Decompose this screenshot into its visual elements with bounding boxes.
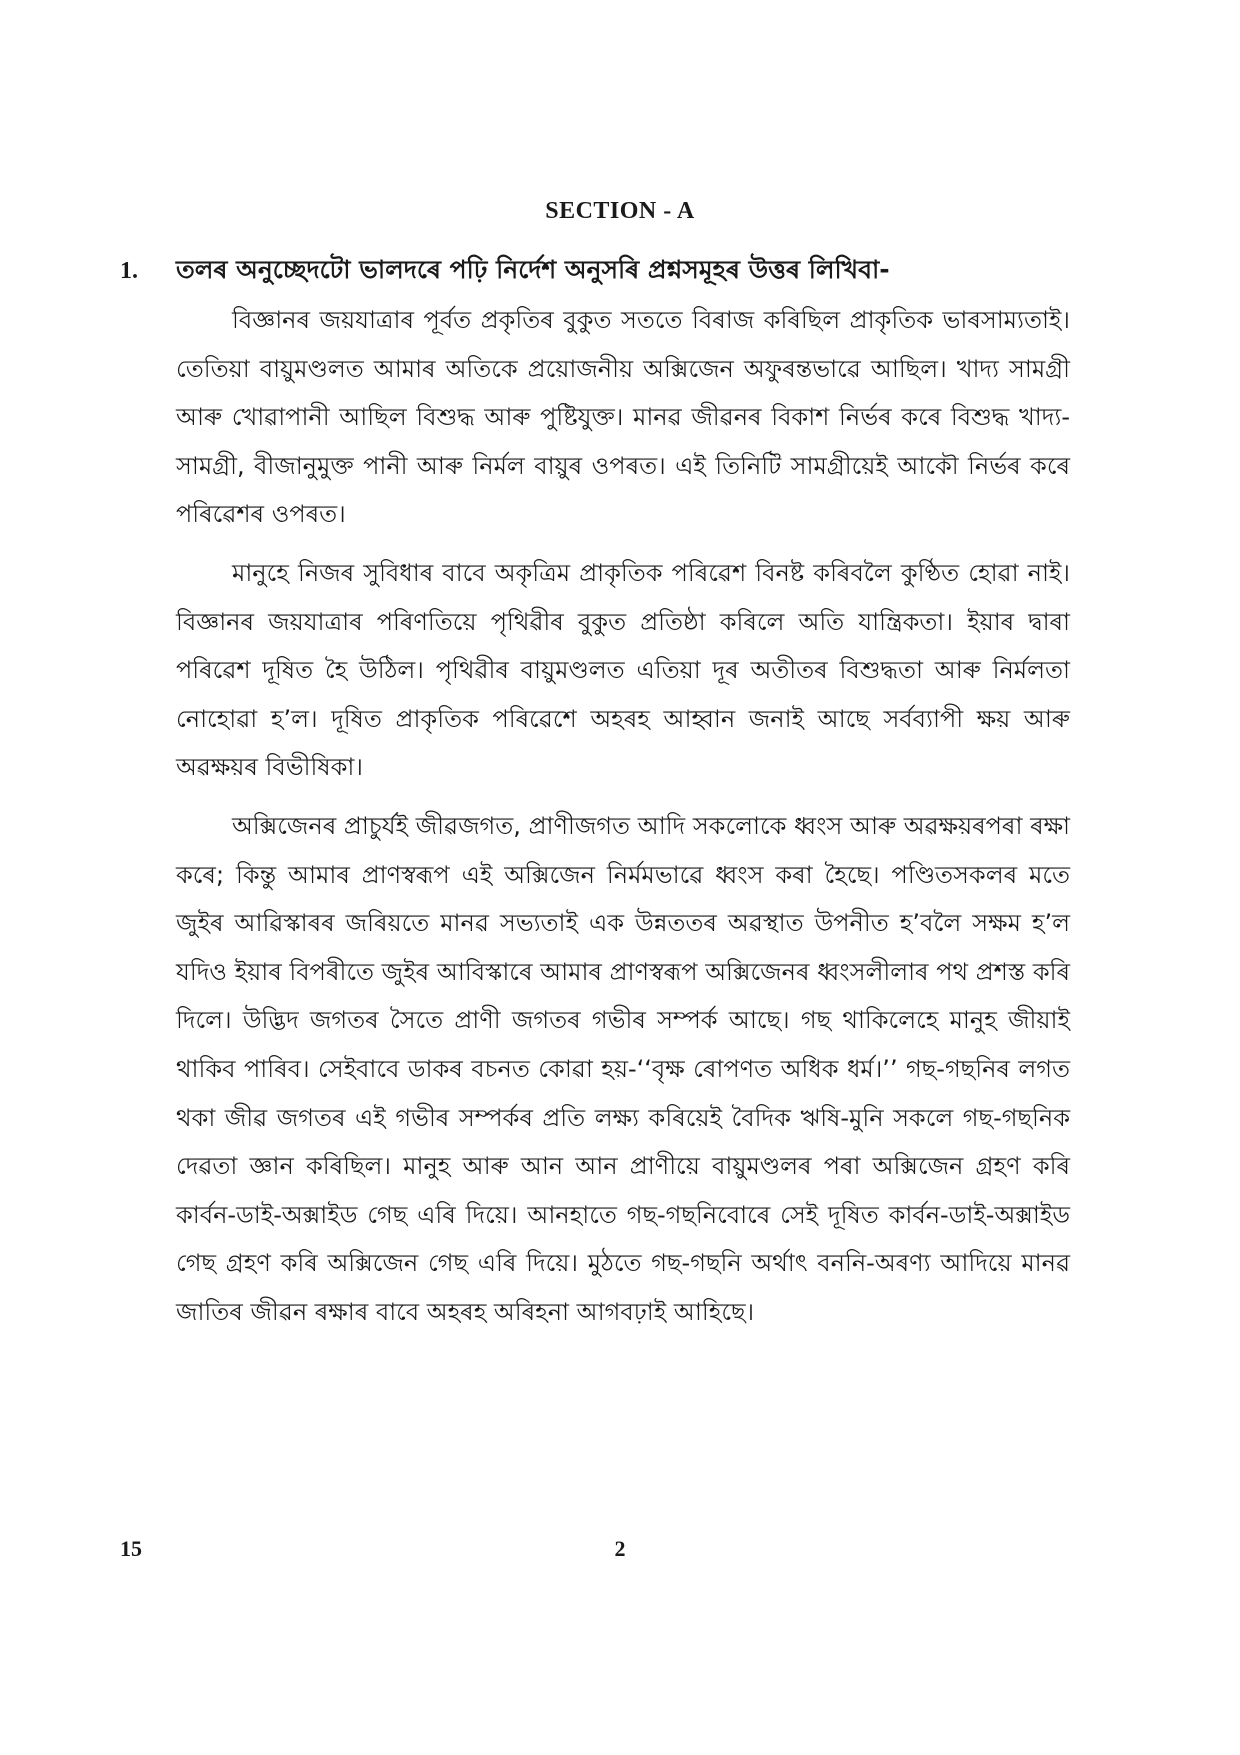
passage-paragraph-3: অক্সিজেনৰ প্ৰাচুৰ্যই জীৱজগত, প্ৰাণীজগত আদি সকলোকে ধ্বংস আৰু অৱক্ষয়ৰপৰা ৰক্ষা কৰে; কিন্তু আমাৰ প্ৰাণস্বৰূপ এই অক্সিজেন নিৰ্মমভাৱে ধ্বংস কৰা হৈছে। পণ্ডিতসকলৰ মতে জুইৰ আৱিস্কাৰৰ জৰিয়তে মানৱ সভ্যতাই এক উন্নততৰ অৱস্থাত উপনীত হ’বলৈ সক্ষম হ’ল যদিও ইয়াৰ বিপৰীতে জুইৰ আবিস্কাৰে আমাৰ প্ৰাণস্বৰূপ অক্সিজেনৰ ধ্বংসলীলাৰ পথ প্ৰশস্ত কৰি দিলে। উদ্ভিদ জগতৰ সৈতে প্ৰাণী জগতৰ গভীৰ সম্পৰ্ক আছে। গছ থাকিলেহে মানুহ জীয়াই থাকিব পাৰিব। সেইবাবে ডাকৰ বচনত কোৱা হয়-‘‘বৃক্ষ ৰোপণত অধিক ধৰ্ম।’’ গছ-গছনিৰ লগত থকা জীৱ জগতৰ এই গভীৰ সম্পৰ্কৰ প্ৰতি লক্ষ্য কৰিয়েই বৈদিক ঋষি-মুনি সকলে গছ-গছনিক দেৱতা জ্ঞান কৰিছিল। মানুহ আৰু আন আন প্ৰাণীয়ে বায়ুমণ্ডলৰ পৰা অক্সিজেন গ্ৰহণ কৰি কাৰ্বন-ডাই-অক্সাইড গেছ এৰি দিয়ে। আনহাতে গছ-গছনিবোৰে সেই দূষিত কাৰ্বন-ডাই-অক্সাইড গেছ গ্ৰহণ কৰি অক্সিজেন গেছ এৰি দিয়ে। মুঠতে গছ-গছনি অৰ্থাৎ বননি-অৰণ্য আদিয়ে মানৱ জাতিৰ জীৱন ৰক্ষাৰ বাবে অহৰহ অৰিহনা আগবঢ়াই আহিছে। — [176, 811, 1070, 1326]
question-header — [120, 250, 1070, 290]
question-1 — [120, 250, 1070, 1346]
passage — [176, 296, 1070, 1336]
paper-code: 15 — [120, 1536, 142, 1561]
question-number: 1. — [120, 258, 138, 284]
question-instruction: তলৰ অনুচ্ছেদটো ভালদৰে পঢ়ি নির্দেশ অনুসৰি প্রশ্নসমূহৰ উত্তৰ লিখিবা- — [176, 255, 890, 284]
passage-paragraph-2: মানুহে নিজৰ সুবিধাৰ বাবে অকৃত্ৰিম প্ৰাকৃতিক পৰিৱেশ বিনষ্ট কৰিবলৈ কুণ্ঠিত হোৱা নাই। বিজ্ঞানৰ জয়যাত্ৰাৰ পৰিণতিয়ে পৃথিৱীৰ বুকুত প্ৰতিষ্ঠা কৰিলে অতি যান্ত্ৰিকতা। ইয়াৰ দ্বাৰা পৰিৱেশ দূষিত হৈ উঠিল। পৃথিৱীৰ বায়ুমণ্ডলত এতিয়া দূৰ অতীতৰ বিশুদ্ধতা আৰু নিৰ্মলতা নোহোৱা হ’ল। দূষিত প্ৰাকৃতিক পৰিৱেশে অহৰহ আহ্বান জনাই আছে সৰ্বব্যাপী ক্ষয় আৰু অৱক্ষয়ৰ বিভীষিকা। — [176, 558, 1070, 782]
section-heading: SECTION - A — [545, 198, 695, 224]
passage-paragraph-1: বিজ্ঞানৰ জয়যাত্ৰাৰ পূৰ্বত প্ৰকৃতিৰ বুকুত সততে বিৰাজ কৰিছিল প্ৰাকৃতিক ভাৰসাম্যতাই। তেতিয়া বায়ুমণ্ডলত আমাৰ অতিকে প্ৰয়োজনীয় অক্সিজেন অফুৰন্তভাৱে আছিল। খাদ্য সামগ্ৰী আৰু খোৱাপানী আছিল বিশুদ্ধ আৰু পুষ্টিযুক্ত। মানৱ জীৱনৰ বিকাশ নিৰ্ভৰ কৰে বিশুদ্ধ খাদ্য-সামগ্ৰী, বীজানুমুক্ত পানী আৰু নিৰ্মল বায়ুৰ ওপৰত। এই তিনিটি সামগ্ৰীয়েই আকৌ নিৰ্ভৰ কৰে পৰিৱেশৰ ওপৰত। — [176, 306, 1070, 529]
page-number: 2 — [614, 1536, 626, 1561]
